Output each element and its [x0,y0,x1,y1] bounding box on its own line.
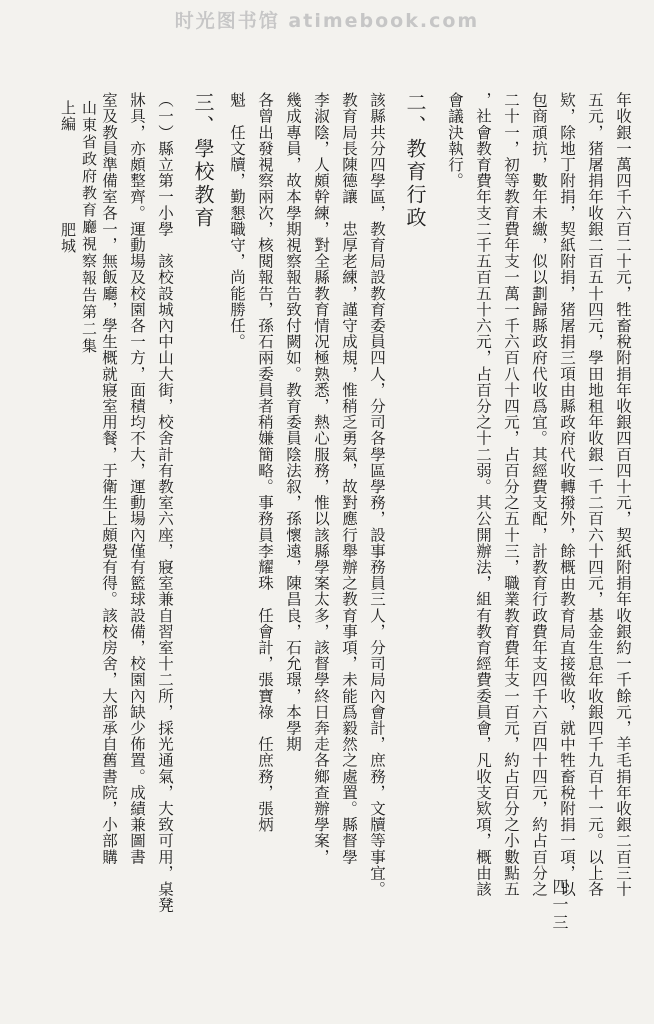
county-name: 肥城 [59,222,77,254]
journal-title: 山東省政府教育廳視察報告第二集 [80,100,98,355]
text-column: 會議決執行。 [446,92,464,189]
text-column: ，社會教育費年支二千五百五十六元，占百分之十二弱。其公開辦法，組有教育經費委員會，凡收支欵項，概由該 [474,92,492,897]
text-column: 牀具，亦頗整齊。運動場及校園各一方，面積均不大，運動場內僅有籃球設備，校園內缺少佈置。成績兼圖書 [128,92,146,865]
text-column: （一）縣立第一小學 該校設城內中山大街，校舍計有教室六座，寢室兼自習室十二所，採光通氣，大致可用，桌凳 [156,92,174,914]
text-column: 五元，猪屠捐年收銀二百五十四元，學田地租年收銀一千二百六十四元，基金生息年收銀四千九百十一元。以上各 [586,92,604,897]
section-heading-schools: 三、學校教育 [191,92,215,230]
section-heading-admin: 二、教育行政 [403,92,427,230]
watermark: 时光图书馆 atimebook.com [174,10,480,32]
volume-label: 上編 [59,100,77,132]
text-column: 年收銀一萬四千六百二十元，牲畜稅附捐年收銀四百四十元，契紙附捐年收銀約一千餘元，羊毛捐年收銀二百三十 [614,92,632,897]
text-column: 教育局長陳德讓 忠厚老練，謹守成規，惟稍乏勇氣，故對應行舉辦之教育事項，未能爲毅然之處置。縣督學 [340,92,358,865]
text-column: 各曾出發視察兩次，核閱報告，孫石兩委員者稍嫌簡略。事務員李耀珠 任會計，張寶祿 任庶務，張炳 [256,92,274,833]
page-number: 四一三 [550,878,569,932]
text-column: 包商頑抗，數年未繳，似以劃歸縣政府代收爲宜。其經費支配，計教育行政費年支四千六百四十四元，約占百分之 [530,92,548,897]
text-column: 幾成專員，故本學期視察報告致付闕如。教育委員陰法叙，孫懷遠，陳昌良，石允璟，本學期 [284,92,302,753]
text-column: 該縣共分四學區，教育局設教育委員四人，分司各學區學務，設事務員三人，分司局內會計，庶務，文牘等事宜。 [368,92,386,897]
text-column: 欵，除地丁附捐，契紙附捐，猪屠捐三項由縣政府代收轉撥外，餘概由教育局直接徵收，就中牲畜稅附捐一項，以 [558,92,576,897]
body-text [90,92,638,972]
running-footer [58,100,100,900]
text-column: 魁 任文牘，勤懇職守，尚能勝任。 [228,92,246,350]
text-column: 室及教員準備室各一，無飯廳，學生概就寢室用餐，于衛生上頗覺有得。該校房舍，大部承自舊書院，小部購 [100,92,118,865]
text-column: 二十一，初等教育費年支一萬一千六百八十四元，占百分之五十三，職業教育費年支一百元，約占百分之小數點五 [502,92,520,897]
text-column: 李淑陰，人頗幹練，對全縣教育情况極熟悉，熱心服務，惟以該縣學案太多，該督學終日奔走各鄉查辦學案， [312,92,330,865]
